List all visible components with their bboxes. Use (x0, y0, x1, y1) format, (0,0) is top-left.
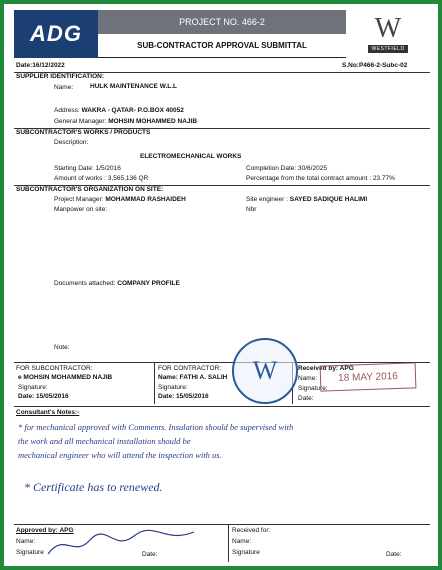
supplier-section-title: SUPPLIER IDENTIFICATION: (14, 72, 430, 80)
form-header (14, 10, 430, 58)
gm-label: General Manager: (54, 118, 107, 125)
nbr-label: Nbr (246, 206, 257, 213)
apg-received-stamp: 18 MAY 2016 (320, 362, 417, 391)
received-by-title: Received by: APG (298, 365, 354, 372)
adg-logo: ADG (14, 10, 98, 58)
received-date-label: Date: (298, 395, 314, 402)
approved-by-value: APG (59, 527, 74, 534)
westfield-logo-mark: W (374, 13, 402, 44)
footer-name-label: Name: (16, 538, 36, 545)
manpower-label: Manpower on site: (54, 206, 108, 213)
documents-attached: COMPANY PROFILE (117, 280, 180, 287)
general-manager: MOHSIN MOHAMMED NAJIB (108, 118, 198, 125)
note-line-2: the work and all mechanical installation should be (18, 436, 191, 446)
contractor-signer: Name: FATHI A. SALIH (158, 374, 228, 381)
received-for-date-label: Date: (386, 551, 402, 558)
site-engineer: SAYED SADIQUE HALIMI (289, 196, 368, 203)
works-amount: Amount of works : 3,565,136 QR (54, 175, 149, 182)
notes-top-line (14, 406, 430, 407)
works-description: ELECTROMECHANICAL WORKS (140, 153, 242, 160)
supplier-address: WAKRA - QATAR- P.O.BOX 40052 (81, 107, 184, 114)
org-section-title: SUBCONTRACTOR'S ORGANIZATION ON SITE: (14, 185, 430, 193)
se-label: Site engineer : (246, 196, 288, 203)
subcontractor-signer: e MOHSIN MOHAMMED NAJIB (18, 374, 113, 381)
name-label: Name: (54, 84, 74, 91)
contractor-signature-label: Signature: (158, 384, 188, 391)
supplier-name: HULK MAINTENANCE W.L.L (90, 83, 178, 90)
note-line-1: * for mechanical approved with Comments. Insulation should be supervised with (18, 422, 294, 432)
received-for-signature-label: Signature (232, 549, 260, 556)
contractor-date: Date: 15/05/2016 (158, 393, 209, 400)
works-section-title: SUBCONTRACTOR'S WORKS / PRODUCTS (14, 128, 430, 136)
form-title: SUB-CONTRACTOR APPROVAL SUBMITTAL (98, 34, 346, 58)
westfield-logo (346, 10, 430, 58)
description-label: Description: (54, 139, 89, 146)
pm-label: Project Manager: (54, 196, 104, 203)
documents-label: Documents attached: (54, 280, 116, 287)
note-line-3: mechanical engineer who will attend the inspection with us. (18, 450, 222, 460)
subcontractor-date: Date: 15/05/2016 (18, 393, 69, 400)
project-manager: MOHAMMAD RASHAIDEH (105, 196, 186, 203)
serial-number: S.No:P466-2-Subc-02 (342, 62, 408, 69)
footer-divider (228, 524, 229, 562)
address-label: Address: (54, 107, 80, 114)
received-for-name-label: Name: (232, 538, 252, 545)
approver-signature (44, 522, 224, 562)
starting-date: Starting Date: 1/5/2016 (54, 165, 121, 172)
received-signature-label: Signature: (298, 385, 328, 392)
project-number: PROJECT NO. 466-2 (98, 10, 346, 34)
contractor-title: FOR CONTRACTOR: (158, 365, 222, 372)
received-for-label: Received for: (232, 527, 271, 534)
sign-divider-1 (154, 362, 155, 404)
footer-date-label: Date: (142, 551, 158, 558)
sign-block-top-line (14, 362, 430, 363)
note-label: Note: (54, 344, 70, 351)
westfield-company-stamp: W (232, 338, 298, 404)
approved-by-label: Approved by: (16, 527, 58, 534)
subcontractor-signature-label: Signature: (18, 384, 48, 391)
note-line-4: * Certificate has to renewed. (24, 480, 163, 494)
westfield-logo-text: WESTFIELD (368, 45, 407, 53)
received-name-label: Name: (298, 375, 318, 382)
consultant-notes-title: Consultant's Notes:- (16, 409, 80, 416)
contract-percentage: Percentage from the total contract amount : 23.77% (246, 175, 395, 182)
completion-date: Completion Date: 30/6/2025 (246, 165, 327, 172)
subcontractor-title: FOR SUBCONTRACTOR: (16, 365, 93, 372)
footer-signature-label: Signature (16, 549, 44, 556)
form-date: Date:16/12/2022 (16, 62, 65, 69)
submittal-form (14, 10, 430, 562)
